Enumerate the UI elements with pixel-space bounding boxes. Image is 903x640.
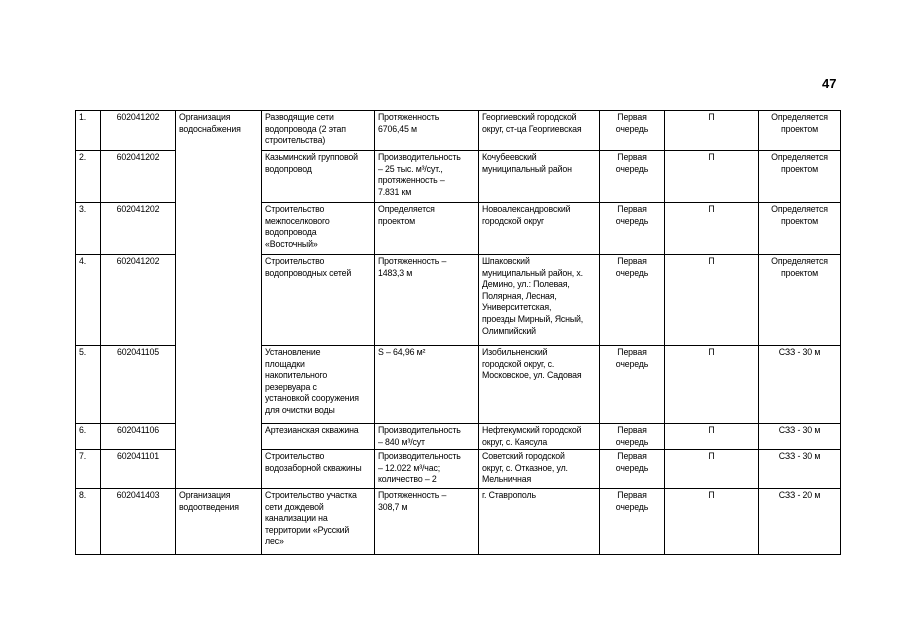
implementation-stage bbox=[600, 255, 665, 346]
object-location-line: округ, с. Отказное, ул. bbox=[482, 462, 568, 473]
object-purpose-line: водоотведения bbox=[179, 501, 239, 512]
object-parameters bbox=[375, 424, 479, 450]
object-purpose-line: Организация bbox=[179, 112, 231, 122]
object-status: П bbox=[665, 489, 759, 555]
object-parameters bbox=[375, 151, 479, 203]
zone-condition-line: Определяется bbox=[771, 256, 828, 266]
object-location-line: муниципальный район bbox=[482, 163, 572, 174]
object-code: 602041101 bbox=[101, 450, 176, 489]
object-parameters-line: количество – 2 bbox=[378, 474, 437, 485]
implementation-stage-line: Первая bbox=[617, 112, 647, 122]
object-location bbox=[479, 203, 600, 255]
object-name bbox=[262, 203, 375, 255]
implementation-stage bbox=[600, 151, 665, 203]
object-name-line: Строительство bbox=[265, 451, 325, 461]
object-name-line: канализации на bbox=[265, 513, 328, 524]
table-row bbox=[76, 489, 841, 555]
object-parameters-line: Производительность bbox=[378, 152, 461, 162]
object-name-line: Казьминский групповой bbox=[265, 152, 358, 162]
object-location-line: Кочубеевский bbox=[482, 152, 537, 162]
implementation-stage bbox=[600, 489, 665, 555]
object-name bbox=[262, 424, 375, 450]
implementation-stage-line: Первая bbox=[617, 490, 647, 500]
implementation-stage-line: Первая bbox=[617, 152, 647, 162]
row-number: 1. bbox=[76, 111, 101, 151]
object-parameters-line: – 840 м³/сут bbox=[378, 436, 425, 447]
object-parameters-line: – 12.022 м³/час; bbox=[378, 462, 441, 473]
object-code: 602041106 bbox=[101, 424, 176, 450]
zone-condition-line: Определяется bbox=[771, 112, 828, 122]
implementation-stage bbox=[600, 450, 665, 489]
implementation-stage-line: Первая bbox=[617, 425, 647, 435]
object-parameters-line: Протяженность bbox=[378, 112, 440, 122]
implementation-stage-line: Первая bbox=[617, 347, 647, 357]
object-location-line: муниципальный район, х. bbox=[482, 267, 583, 278]
implementation-stage-line: очередь bbox=[615, 123, 649, 134]
object-name-line: Строительство участка bbox=[265, 490, 357, 500]
row-number: 2. bbox=[76, 151, 101, 203]
object-parameters bbox=[375, 450, 479, 489]
implementation-stage-line: очередь bbox=[615, 436, 649, 447]
object-location bbox=[479, 424, 600, 450]
object-location bbox=[479, 255, 600, 346]
object-parameters-line: 1483,3 м bbox=[378, 267, 413, 278]
row-number: 7. bbox=[76, 450, 101, 489]
object-parameters-line: 308,7 м bbox=[378, 501, 408, 512]
object-location-line: округ, с. Каясула bbox=[482, 436, 548, 447]
implementation-stage-line: очередь bbox=[615, 501, 649, 512]
object-location bbox=[479, 450, 600, 489]
object-location-line: Мельничная bbox=[482, 474, 532, 485]
object-name-line: Разводящие сети bbox=[265, 112, 334, 122]
object-parameters-line: 7.831 км bbox=[378, 186, 412, 197]
zone-condition-line: Определяется bbox=[771, 152, 828, 162]
object-status: П bbox=[665, 111, 759, 151]
object-parameters-line: – 25 тыс. м³/сут., bbox=[378, 163, 443, 174]
implementation-stage-line: Первая bbox=[617, 204, 647, 214]
zone-condition bbox=[759, 151, 841, 203]
object-name-line: водопровод bbox=[265, 163, 312, 174]
object-name bbox=[262, 346, 375, 424]
object-parameters bbox=[375, 255, 479, 346]
object-parameters-line: Определяется bbox=[378, 204, 435, 214]
implementation-stage-line: очередь bbox=[615, 267, 649, 278]
zone-condition bbox=[759, 203, 841, 255]
zone-condition-line: проектом bbox=[780, 163, 819, 174]
object-name-line: Артезианская скважина bbox=[265, 425, 359, 435]
object-parameters-line: проектом bbox=[378, 215, 416, 226]
zone-condition-line: проектом bbox=[780, 215, 819, 226]
zone-condition-line: СЗЗ - 30 м bbox=[778, 425, 821, 435]
object-parameters-line: Протяженность – bbox=[378, 256, 447, 266]
object-code: 602041105 bbox=[101, 346, 176, 424]
object-code: 602041202 bbox=[101, 111, 176, 151]
object-parameters-line: протяженность – bbox=[378, 175, 445, 186]
zone-condition bbox=[759, 255, 841, 346]
object-name bbox=[262, 111, 375, 151]
object-parameters bbox=[375, 346, 479, 424]
object-location-line: Московское, ул. Садовая bbox=[482, 370, 582, 381]
object-name-line: водопровода bbox=[265, 227, 317, 238]
object-parameters-line: 6706,45 м bbox=[378, 123, 417, 134]
object-location-line: округ, ст-ца Георгиевская bbox=[482, 123, 582, 134]
object-code: 602041202 bbox=[101, 151, 176, 203]
object-status: П bbox=[665, 151, 759, 203]
object-name-line: площадки bbox=[265, 358, 305, 369]
object-name-line: водопроводных сетей bbox=[265, 267, 352, 278]
object-parameters-line: Протяженность – bbox=[378, 490, 447, 500]
object-parameters-line: S – 64,96 м² bbox=[378, 347, 426, 357]
implementation-stage-line: очередь bbox=[615, 163, 649, 174]
zone-condition-line: СЗЗ - 20 м bbox=[778, 490, 821, 500]
object-location-line: Олимпийский bbox=[482, 325, 536, 336]
row-number: 5. bbox=[76, 346, 101, 424]
implementation-stage-line: Первая bbox=[617, 451, 647, 461]
object-name-line: Строительство bbox=[265, 204, 325, 214]
object-parameters-line: Производительность bbox=[378, 451, 461, 461]
object-parameters-line: Производительность bbox=[378, 425, 461, 435]
object-code: 602041202 bbox=[101, 203, 176, 255]
object-location-line: Новоалександровский bbox=[482, 204, 571, 214]
object-name-line: строительства) bbox=[265, 135, 326, 146]
implementation-stage bbox=[600, 203, 665, 255]
object-name bbox=[262, 450, 375, 489]
object-parameters bbox=[375, 111, 479, 151]
zone-condition bbox=[759, 424, 841, 450]
row-number: 3. bbox=[76, 203, 101, 255]
zone-condition-line: СЗЗ - 30 м bbox=[778, 451, 821, 461]
object-name bbox=[262, 255, 375, 346]
object-name-line: Установление bbox=[265, 347, 321, 357]
object-location-line: Нефтекумский городской bbox=[482, 425, 582, 435]
zone-condition-line: СЗЗ - 30 м bbox=[778, 347, 821, 357]
implementation-stage bbox=[600, 346, 665, 424]
object-status: П bbox=[665, 203, 759, 255]
object-status: П bbox=[665, 255, 759, 346]
implementation-stage-line: очередь bbox=[615, 215, 649, 226]
object-name-line: территории «Русский bbox=[265, 524, 350, 535]
object-name-line: сети дождевой bbox=[265, 501, 324, 512]
object-location-line: Изобильненский bbox=[482, 347, 548, 357]
object-location-line: проезды Мирный, Ясный, bbox=[482, 313, 584, 324]
zone-condition bbox=[759, 111, 841, 151]
object-name-line: Строительство bbox=[265, 256, 325, 266]
table-row bbox=[76, 111, 841, 151]
object-name-line: установкой сооружения bbox=[265, 393, 359, 404]
object-location-line: Демино, ул.: Полевая, bbox=[482, 279, 570, 290]
object-location bbox=[479, 111, 600, 151]
object-code: 602041403 bbox=[101, 489, 176, 555]
object-code: 602041202 bbox=[101, 255, 176, 346]
object-status: П bbox=[665, 346, 759, 424]
object-location-line: городской округ bbox=[482, 215, 545, 226]
zone-condition-line: Определяется bbox=[771, 204, 828, 214]
object-name-line: для очистки воды bbox=[265, 404, 335, 415]
object-location-line: Советский городской bbox=[482, 451, 565, 461]
object-name-line: накопительного bbox=[265, 370, 328, 381]
object-name-line: лес» bbox=[265, 536, 284, 547]
object-parameters bbox=[375, 489, 479, 555]
implementation-stage bbox=[600, 111, 665, 151]
objects-table bbox=[75, 110, 841, 555]
object-purpose-line: Организация bbox=[179, 490, 231, 500]
zone-condition-line: проектом bbox=[780, 267, 819, 278]
zone-condition-line: проектом bbox=[780, 123, 819, 134]
object-location bbox=[479, 151, 600, 203]
implementation-stage-line: очередь bbox=[615, 358, 649, 369]
object-location-line: городской округ, с. bbox=[482, 358, 555, 369]
implementation-stage-line: Первая bbox=[617, 256, 647, 266]
row-number: 6. bbox=[76, 424, 101, 450]
object-status: П bbox=[665, 424, 759, 450]
object-location bbox=[479, 346, 600, 424]
object-name-line: межпоселкового bbox=[265, 215, 330, 226]
zone-condition bbox=[759, 489, 841, 555]
object-purpose bbox=[176, 489, 262, 555]
object-purpose-line: водоснабжения bbox=[179, 123, 241, 134]
row-number: 8. bbox=[76, 489, 101, 555]
object-name-line: «Восточный» bbox=[265, 238, 318, 249]
zone-condition bbox=[759, 346, 841, 424]
zone-condition bbox=[759, 450, 841, 489]
implementation-stage-line: очередь bbox=[615, 462, 649, 473]
implementation-stage bbox=[600, 424, 665, 450]
object-location-line: Университетская, bbox=[482, 302, 552, 313]
object-location-line: Полярная, Лесная, bbox=[482, 290, 557, 301]
object-name bbox=[262, 489, 375, 555]
object-location bbox=[479, 489, 600, 555]
object-status: П bbox=[665, 450, 759, 489]
object-name bbox=[262, 151, 375, 203]
row-number: 4. bbox=[76, 255, 101, 346]
object-name-line: резервуара с bbox=[265, 381, 317, 392]
object-location-line: г. Ставрополь bbox=[482, 490, 536, 500]
object-name-line: водозаборной скважины bbox=[265, 462, 362, 473]
object-parameters bbox=[375, 203, 479, 255]
object-name-line: водопровода (2 этап bbox=[265, 123, 346, 134]
object-purpose bbox=[176, 111, 262, 489]
object-location-line: Георгиевский городской bbox=[482, 112, 577, 122]
object-location-line: Шпаковский bbox=[482, 256, 530, 266]
page-number: 47 bbox=[822, 76, 837, 91]
